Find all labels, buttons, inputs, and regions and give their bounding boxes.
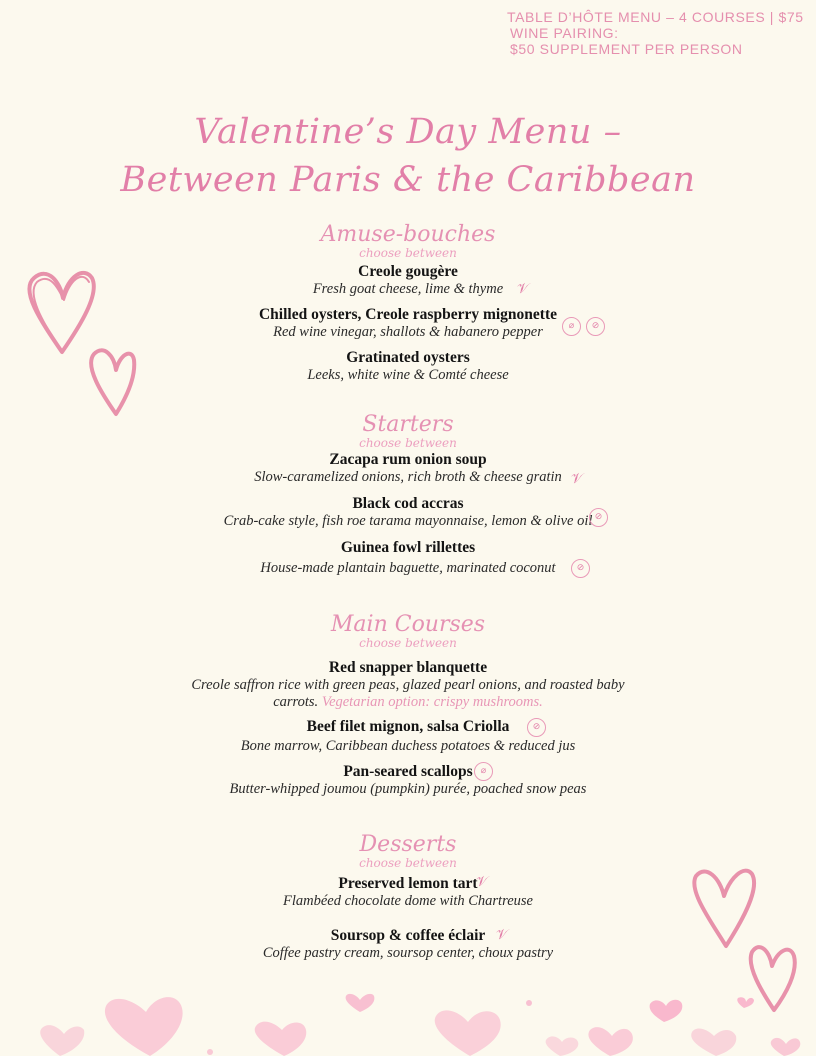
item-description: Slow-caramelized onions, rich broth & cheese gratin [254,469,562,485]
item-name: Beef filet mignon, salsa Criolla [306,718,510,735]
menu-item [0,927,816,962]
item-description: Butter-whipped joumou (pumpkin) purée, poached snow peas [229,781,587,797]
gluten-free-icon: ⌀ [474,762,493,781]
vegetarian-icon: 𝒱 [517,281,529,297]
menu-item [0,875,816,910]
vegetarian-option-note: Vegetarian option: crispy mushrooms. [321,694,543,710]
item-description: Bone marrow, Caribbean duchess potatoes & reduced jus [240,738,576,754]
pricing-line: TABLE D’HÔTE MENU – 4 COURSES | $75 [507,9,804,25]
menu-item [0,263,816,298]
section-heading-main-courses [0,614,816,649]
menu-title-line: Valentine’s Day Menu – [194,112,622,152]
item-description-text: Creole saffron rice with green peas, glazed pearl onions, and roasted baby carrots. [191,677,625,710]
section-subtitle: choose between [359,436,457,450]
vegetarian-icon: 𝒱 [476,874,488,890]
item-name: Red snapper blanquette [328,659,488,676]
section-subtitle: choose between [359,636,457,650]
item-description: Flambéed chocolate dome with Chartreuse [283,893,533,909]
wine-pairing-price: $50 SUPPLEMENT PER PERSON [510,41,743,57]
item-name: Chilled oysters, Creole raspberry mignonette [258,306,558,323]
dairy-free-icon: ⊘ [586,317,605,336]
item-description: Red wine vinegar, shallots & habanero pepper [273,324,543,340]
item-description: House-made plantain baguette, marinated coconut [260,560,556,576]
vegetarian-icon: 𝒱 [496,927,508,943]
dairy-free-icon: ⊘ [589,508,608,527]
section-title: Starters [362,412,454,437]
section-heading-starters [0,414,816,449]
menu-item [0,451,816,486]
pricing-info [507,9,812,57]
section-title: Main Courses [330,612,486,637]
menu-item [0,349,816,384]
menu-title-line: Between Paris & the Caribbean [120,160,696,200]
item-name: Pan-seared scallops [343,763,473,780]
dairy-free-icon: ⊘ [527,718,546,737]
menu-item [0,763,816,798]
item-description: Crab-cake style, fish roe tarama mayonnaise, lemon & olive oil [223,513,593,529]
item-description [173,677,643,711]
menu-item [0,495,816,530]
menu-item [0,539,816,577]
section-heading-desserts [0,834,816,869]
menu-title [0,108,816,204]
item-description: Coffee pastry cream, soursop center, choux pastry [262,945,554,961]
item-name: Gratinated oysters [346,349,470,366]
item-name: Creole gougère [358,263,458,280]
gluten-free-icon: ⌀ [562,317,581,336]
menu-item [0,659,816,711]
item-name: Black cod accras [352,495,464,512]
vegetarian-icon: 𝒱 [571,471,583,487]
section-heading-amuse-bouches [0,224,816,259]
section-title: Desserts [359,832,457,857]
item-name: Guinea fowl rillettes [340,539,476,556]
item-name: Preserved lemon tart [338,875,478,892]
item-name: Zacapa rum onion soup [329,451,487,468]
menu-item [0,718,816,755]
section-subtitle: choose between [359,856,457,870]
item-name: Soursop & coffee éclair [330,927,486,944]
wine-pairing-label: WINE PAIRING: [510,25,619,41]
dairy-free-icon: ⊘ [571,559,590,578]
menu-item [0,306,816,341]
item-description: Fresh goat cheese, lime & thyme [312,281,504,297]
section-title: Amuse-bouches [320,222,496,247]
section-subtitle: choose between [359,246,457,260]
item-description: Leeks, white wine & Comté cheese [307,367,509,383]
